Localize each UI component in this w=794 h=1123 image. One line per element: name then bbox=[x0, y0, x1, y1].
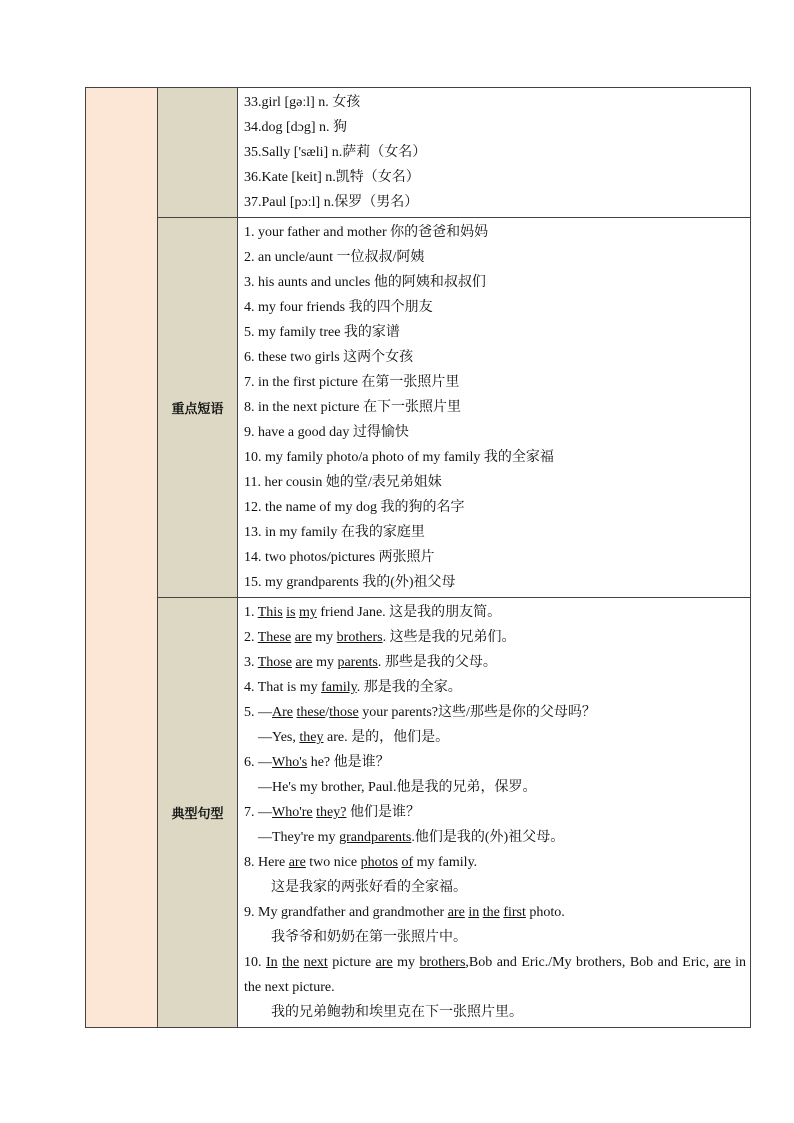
vocab-item: 33.girl [gəːl] n. 女孩 bbox=[244, 95, 361, 110]
underlined-word: This bbox=[257, 605, 283, 620]
underlined-word: the bbox=[282, 955, 300, 970]
sentence-line bbox=[244, 825, 746, 850]
sentence-line bbox=[244, 925, 746, 950]
sentence-text: 5. — bbox=[244, 705, 272, 720]
sentence-text: my family. bbox=[413, 855, 478, 870]
notes-table bbox=[85, 87, 751, 1028]
sentence-text: 我爷爷和奶奶在第一张照片中。 bbox=[271, 930, 467, 945]
sentence-text: photo. bbox=[525, 905, 565, 920]
phrase-item: 3. his aunts and uncles 他的阿姨和叔叔们 bbox=[244, 275, 486, 290]
sentence-line bbox=[244, 775, 746, 800]
sentence-text: picture bbox=[327, 955, 376, 970]
vocab-cell bbox=[238, 88, 751, 218]
phrase-item: 13. in my family 在我的家庭里 bbox=[244, 525, 425, 540]
sentence-text: 1. bbox=[244, 605, 258, 620]
underlined-word: In bbox=[265, 955, 278, 970]
phrase-item: 6. these two girls 这两个女孩 bbox=[244, 350, 414, 365]
underlined-word: are bbox=[288, 855, 306, 870]
underlined-word: are bbox=[447, 905, 465, 920]
phrase-item: 11. her cousin 她的堂/表兄弟姐妹 bbox=[244, 475, 442, 490]
sentence-text: 3. bbox=[244, 655, 258, 670]
sentence-text: . 这些是我的兄弟们。 bbox=[382, 630, 516, 645]
phrase-item: 10. my family photo/a photo of my family 我的全家福 bbox=[244, 450, 554, 465]
sentence-line bbox=[244, 625, 746, 650]
sentence-line bbox=[244, 875, 746, 900]
sentence-text: . 那些是我的父母。 bbox=[377, 655, 497, 670]
sentence-text: 4. That is my bbox=[244, 680, 322, 695]
sentence-line bbox=[244, 650, 746, 675]
sentence-line bbox=[244, 1000, 746, 1025]
sentence-text: . 那是我的全家。 bbox=[356, 680, 462, 695]
phrases-label: 重点短语 bbox=[158, 218, 238, 598]
sentence-text: my bbox=[392, 955, 420, 970]
underlined-word: brothers bbox=[419, 955, 466, 970]
sentence-text: my bbox=[312, 655, 338, 670]
phrase-list bbox=[244, 220, 746, 595]
sentence-list bbox=[244, 600, 746, 1025]
sentence-line bbox=[244, 750, 746, 775]
phrase-item: 14. two photos/pictures 两张照片 bbox=[244, 550, 435, 565]
sentence-text: 这是我家的两张好看的全家福。 bbox=[271, 880, 467, 895]
sentence-text: 10. bbox=[244, 955, 266, 970]
sentence-text: friend Jane. 这是我的朋友简。 bbox=[316, 605, 502, 620]
underlined-word: are bbox=[295, 655, 313, 670]
underlined-word: Who're bbox=[272, 805, 313, 820]
underlined-word: of bbox=[401, 855, 414, 870]
phrase-item: 5. my family tree 我的家谱 bbox=[244, 325, 400, 340]
sentence-text: two nice bbox=[305, 855, 361, 870]
underlined-word: they? bbox=[316, 805, 347, 820]
underlined-word: first bbox=[503, 905, 526, 920]
sentence-text: 9. My grandfather and grandmother bbox=[244, 905, 448, 920]
sentence-text: 2. bbox=[244, 630, 258, 645]
underlined-word: Are bbox=[272, 705, 293, 720]
vocab-list bbox=[244, 90, 746, 215]
phrase-item: 15. my grandparents 我的(外)祖父母 bbox=[244, 575, 456, 590]
sentence-line bbox=[244, 900, 746, 925]
sentence-text: in the next picture. bbox=[244, 955, 747, 995]
sentence-text: 7. — bbox=[244, 805, 272, 820]
vocab-item: 37.Paul [pɔːl] n.保罗（男名） bbox=[244, 195, 419, 210]
sentence-text: / bbox=[325, 705, 330, 720]
underlined-word: Who's bbox=[272, 755, 308, 770]
underlined-word: they bbox=[299, 730, 324, 745]
underlined-word: photos bbox=[360, 855, 398, 870]
vocab-item: 35.Sally ['sæli] n.萨莉（女名） bbox=[244, 145, 427, 160]
sentence-line bbox=[244, 800, 746, 825]
vocab-item: 36.Kate [keit] n.凯特（女名） bbox=[244, 170, 420, 185]
underlined-word: those bbox=[329, 705, 359, 720]
underlined-word: these bbox=[296, 705, 326, 720]
sentence-text: are. 是的，他们是。 bbox=[323, 730, 450, 745]
sentence-text: 8. Here bbox=[244, 855, 289, 870]
sentence-text: he? 他是谁？ bbox=[307, 755, 390, 770]
sentence-line bbox=[244, 600, 746, 625]
sentence-text: 我的兄弟鲍勃和埃里克在下一张照片里。 bbox=[271, 1005, 523, 1020]
underlined-word: in bbox=[468, 905, 480, 920]
side-column bbox=[86, 88, 158, 1028]
underlined-word: are bbox=[713, 955, 731, 970]
underlined-word: family bbox=[321, 680, 357, 695]
underlined-word: grandparents bbox=[339, 830, 412, 845]
sentence-text: 他们是谁？ bbox=[346, 805, 420, 820]
phrase-item: 9. have a good day 过得愉快 bbox=[244, 425, 409, 440]
underlined-word: the bbox=[482, 905, 500, 920]
sentence-text: ,Bob and Eric./My brothers, Bob and Eric, bbox=[465, 955, 714, 970]
sentence-line bbox=[244, 725, 746, 750]
underlined-word: parents bbox=[337, 655, 378, 670]
phrases-cell bbox=[238, 218, 751, 598]
phrase-item: 4. my four friends 我的四个朋友 bbox=[244, 300, 433, 315]
underlined-word: is bbox=[286, 605, 296, 620]
underlined-word: Those bbox=[257, 655, 292, 670]
sentence-line bbox=[244, 850, 746, 875]
sentence-text: —They're my bbox=[258, 830, 340, 845]
underlined-word: are bbox=[294, 630, 312, 645]
sentence-line bbox=[244, 950, 746, 1000]
sentence-text: my bbox=[311, 630, 337, 645]
sentence-text: .他们是我的(外)祖父母。 bbox=[411, 830, 565, 845]
phrase-item: 8. in the next picture 在下一张照片里 bbox=[244, 400, 461, 415]
underlined-word: my bbox=[298, 605, 317, 620]
sentence-text: your parents?这些/那些是你的父母吗？ bbox=[358, 705, 596, 720]
phrase-item: 12. the name of my dog 我的狗的名字 bbox=[244, 500, 465, 515]
underlined-word: next bbox=[303, 955, 328, 970]
underlined-word: are bbox=[375, 955, 393, 970]
underlined-word: brothers bbox=[336, 630, 383, 645]
sentence-line bbox=[244, 675, 746, 700]
underlined-word: These bbox=[257, 630, 292, 645]
sentences-cell bbox=[238, 598, 751, 1028]
sentence-text: —He's my brother, Paul.他是我的兄弟，保罗。 bbox=[258, 780, 537, 795]
sentence-text: 6. — bbox=[244, 755, 272, 770]
phrase-item: 2. an uncle/aunt 一位叔叔/阿姨 bbox=[244, 250, 425, 265]
vocab-category-cell bbox=[158, 88, 238, 218]
phrase-item: 1. your father and mother 你的爸爸和妈妈 bbox=[244, 225, 489, 240]
sentence-line bbox=[244, 700, 746, 725]
sentence-text: —Yes, bbox=[258, 730, 300, 745]
sentences-label: 典型句型 bbox=[158, 598, 238, 1028]
vocab-item: 34.dog [dɔg] n. 狗 bbox=[244, 120, 348, 135]
phrase-item: 7. in the first picture 在第一张照片里 bbox=[244, 375, 460, 390]
